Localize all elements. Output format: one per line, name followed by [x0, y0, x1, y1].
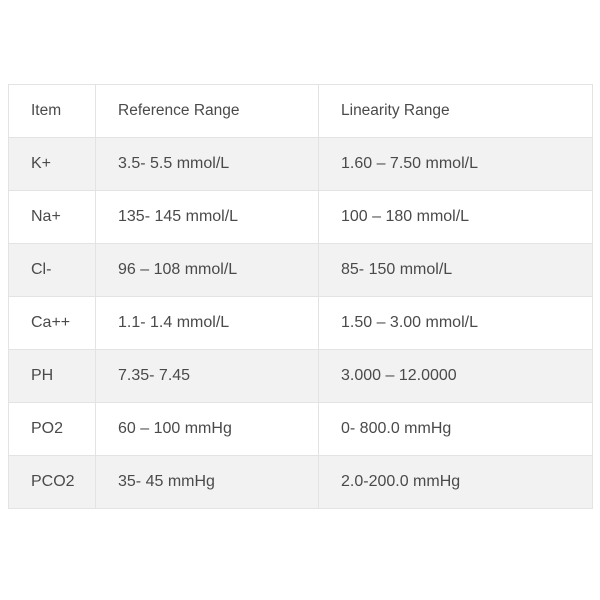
linearity-range-cell: 3.000 – 12.0000 [319, 350, 593, 403]
linearity-range-cell: 1.60 – 7.50 mmol/L [319, 138, 593, 191]
item-cell: PCO2 [9, 456, 96, 509]
item-cell: PO2 [9, 403, 96, 456]
reference-range-table-container [8, 84, 592, 509]
linearity-range-cell: 0- 800.0 mmHg [319, 403, 593, 456]
column-header-reference-range: Reference Range [96, 85, 319, 138]
reference-range-cell: 60 – 100 mmHg [96, 403, 319, 456]
item-cell: Cl- [9, 244, 96, 297]
table-header-row [9, 85, 593, 138]
table-row [9, 350, 593, 403]
item-cell: PH [9, 350, 96, 403]
reference-range-cell: 96 – 108 mmol/L [96, 244, 319, 297]
column-header-item: Item [9, 85, 96, 138]
item-cell: Ca++ [9, 297, 96, 350]
reference-range-cell: 35- 45 mmHg [96, 456, 319, 509]
reference-range-cell: 135- 145 mmol/L [96, 191, 319, 244]
table-row [9, 191, 593, 244]
linearity-range-cell: 85- 150 mmol/L [319, 244, 593, 297]
item-cell: Na+ [9, 191, 96, 244]
table-row [9, 456, 593, 509]
table-row [9, 138, 593, 191]
linearity-range-cell: 100 – 180 mmol/L [319, 191, 593, 244]
reference-range-cell: 7.35- 7.45 [96, 350, 319, 403]
linearity-range-cell: 1.50 – 3.00 mmol/L [319, 297, 593, 350]
table-row [9, 297, 593, 350]
table-row [9, 403, 593, 456]
table-row [9, 244, 593, 297]
reference-range-cell: 3.5- 5.5 mmol/L [96, 138, 319, 191]
reference-range-cell: 1.1- 1.4 mmol/L [96, 297, 319, 350]
column-header-linearity-range: Linearity Range [319, 85, 593, 138]
reference-range-table [8, 84, 593, 509]
linearity-range-cell: 2.0-200.0 mmHg [319, 456, 593, 509]
item-cell: K+ [9, 138, 96, 191]
